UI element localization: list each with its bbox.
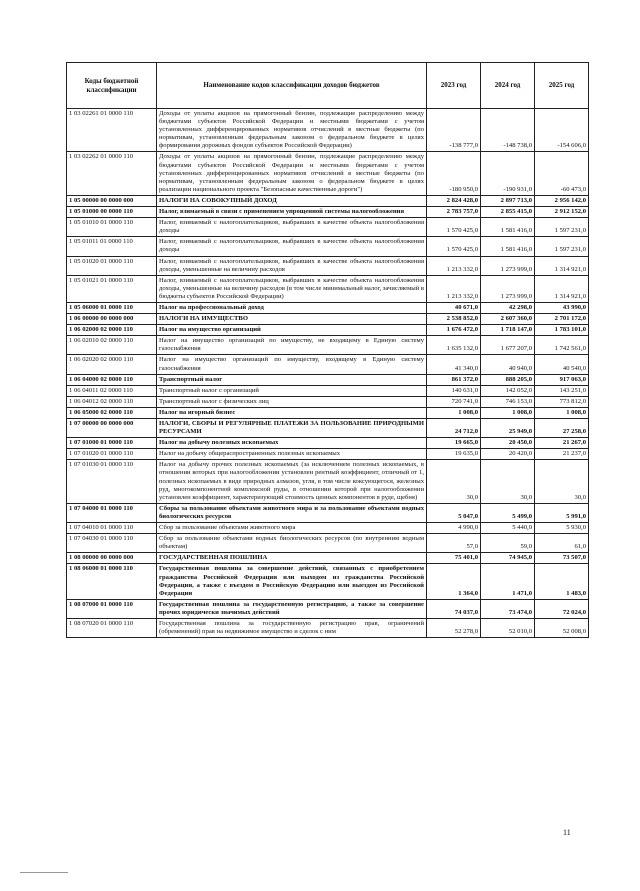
row-value-2023: 19 665,0 [427,438,481,449]
row-code: 1 07 01020 01 0000 110 [67,449,157,460]
row-value-2025: 1 742 561,0 [535,336,589,355]
row-value-2023: 4 990,0 [427,523,481,534]
row-value-2024: 1 273 999,0 [481,275,535,302]
budget-table-sheet [66,62,588,638]
row-value-2023: 1 635 132,0 [427,336,481,355]
table-row [67,449,589,460]
row-code: 1 05 01021 01 0000 110 [67,275,157,302]
row-value-2025: 27 258,0 [535,419,589,438]
row-value-2025: 2 956 142,0 [535,195,589,206]
row-code: 1 08 06000 01 0000 110 [67,564,157,599]
row-value-2025: 5 991,0 [535,503,589,522]
row-name: Налог, взимаемый с налогоплательщиков, выбравших в качестве объекта налогообложения доходы [157,218,427,237]
row-value-2025: 773 812,0 [535,396,589,407]
table-row [67,618,589,637]
table-row [67,460,589,503]
table-row [67,407,589,418]
row-value-2023: 57,0 [427,534,481,553]
header-year-2023: 2023 год [427,63,481,109]
table-row [67,336,589,355]
row-name: Транспортный налог с организаций [157,385,427,396]
row-value-2025: 1 314 921,0 [535,256,589,275]
table-row [67,195,589,206]
row-value-2024: 1 581 416,0 [481,218,535,237]
row-value-2025: 5 930,0 [535,523,589,534]
row-value-2024: 5 499,0 [481,503,535,522]
row-code: 1 06 00000 00 0000 000 [67,314,157,325]
table-row [67,564,589,599]
table-row [67,218,589,237]
table-row [67,152,589,195]
row-code: 1 08 07000 01 0000 110 [67,599,157,618]
row-name: Налог на игорный бизнес [157,407,427,418]
row-value-2024: 1 718 147,0 [481,325,535,336]
header-year-2024: 2024 год [481,63,535,109]
table-row [67,385,589,396]
row-value-2023: 52 278,0 [427,618,481,637]
row-name: Налог на добычу полезных ископаемых [157,438,427,449]
row-value-2025: 1 597 231,0 [535,237,589,256]
row-code: 1 07 00000 00 0000 000 [67,419,157,438]
row-code: 1 05 01011 01 0000 110 [67,237,157,256]
row-code: 1 08 00000 00 0000 000 [67,553,157,564]
row-value-2023: 74 037,0 [427,599,481,618]
row-code: 1 06 05000 02 0000 110 [67,407,157,418]
row-value-2024: 20 420,0 [481,449,535,460]
row-name: Государственная пошлина за государственную регистрацию, а также за совершение прочих юридически значимых действий [157,599,427,618]
row-value-2024: 59,0 [481,534,535,553]
row-value-2025: 917 063,0 [535,374,589,385]
row-value-2023: 1 570 425,0 [427,218,481,237]
row-name: НАЛОГИ НА ИМУЩЕСТВО [157,314,427,325]
row-name: Налог на профессиональный доход [157,302,427,313]
row-name: Транспортный налог с физических лиц [157,396,427,407]
row-value-2023: 140 631,0 [427,385,481,396]
footer-rule [20,872,68,873]
row-value-2024: 73 474,0 [481,599,535,618]
row-value-2023: 5 047,0 [427,503,481,522]
row-value-2024: 2 897 713,0 [481,195,535,206]
row-value-2023: 75 401,0 [427,553,481,564]
table-row [67,396,589,407]
row-name: Транспортный налог [157,374,427,385]
row-name: Сбор за пользование объектами водных биологических ресурсов (по внутренним водным объектам) [157,534,427,553]
row-value-2024: 142 052,0 [481,385,535,396]
row-value-2024: 1 471,0 [481,564,535,599]
row-value-2025: 61,0 [535,534,589,553]
table-row [67,553,589,564]
row-value-2024: 20 450,0 [481,438,535,449]
row-value-2023: -180 950,0 [427,152,481,195]
row-value-2024: 40 940,0 [481,355,535,374]
row-value-2023: 41 340,0 [427,355,481,374]
row-name: Налог на добычу общераспространенных полезных ископаемых [157,449,427,460]
row-value-2023: 1 676 472,0 [427,325,481,336]
row-code: 1 05 01020 01 0000 110 [67,256,157,275]
row-code: 1 03 02262 01 0000 110 [67,152,157,195]
row-code: 1 07 04000 01 0000 110 [67,503,157,522]
row-value-2023: 1 213 332,0 [427,256,481,275]
header-code: Коды бюджетной классификации [67,63,157,109]
row-name: Налог, взимаемый с налогоплательщиков, выбравших в качестве объекта налогообложения доходы, уменьшенные на величину расходов (в том числе минимальный налог, зачисляемый в бюджеты субъектов Российской Федерации) [157,275,427,302]
row-name: НАЛОГИ НА СОВОКУПНЫЙ ДОХОД [157,195,427,206]
row-value-2025: 2 701 172,0 [535,314,589,325]
row-name: ГОСУДАРСТВЕННАЯ ПОШЛИНА [157,553,427,564]
row-value-2023: 19 635,0 [427,449,481,460]
row-code: 1 06 02010 02 0000 110 [67,336,157,355]
row-code: 1 07 04030 01 0000 110 [67,534,157,553]
row-value-2025: 1 597 231,0 [535,218,589,237]
table-body [67,109,589,638]
row-name: Налог на добычу прочих полезных ископаемых (за исключением полезных ископаемых, в отношении которых при налогообложении установлен рентный коэффициент, отличный от 1, полезных ископаемых в виде природных алмазов, угля, в том числе коксующегося, железных руд, многокомпонентной комплексной руды, в отношении которой при налогообложении установлен коэффициент, характеризующий стоимость ценных компонентов в руде, щебня) [157,460,427,503]
row-value-2024: 30,0 [481,460,535,503]
row-code: 1 05 01010 01 0000 110 [67,218,157,237]
row-code: 1 05 01000 00 0000 110 [67,207,157,218]
row-value-2023: 2 824 428,0 [427,195,481,206]
row-name: НАЛОГИ, СБОРЫ И РЕГУЛЯРНЫЕ ПЛАТЕЖИ ЗА ПОЛЬЗОВАНИЕ ПРИРОДНЫМИ РЕСУРСАМИ [157,419,427,438]
table-row [67,599,589,618]
row-value-2024: 888 205,0 [481,374,535,385]
row-name: Сборы за пользование объектами животного мира и за пользование объектами водных биологических ресурсов [157,503,427,522]
page-number: 11 [563,828,571,837]
table-row [67,302,589,313]
row-value-2024: 1 677 207,0 [481,336,535,355]
row-value-2023: 1 364,0 [427,564,481,599]
table-row [67,374,589,385]
table-row [67,503,589,522]
row-name: Доходы от уплаты акцизов на прямогонный бензин, подлежащие распределению между бюджетами субъектов Российской Федерации и местными бюджетами с учетом установленных дифференцированных нормативов отчислений в местные бюджеты (по нормативам, установленным федеральным законом о федеральном бюджете в целях формирования дорожных фондов субъектов Российской Федерации) [157,109,427,152]
table-row [67,275,589,302]
row-value-2025: 73 507,0 [535,553,589,564]
row-value-2025: -154 606,0 [535,109,589,152]
row-value-2023: 861 372,0 [427,374,481,385]
row-value-2023: 30,0 [427,460,481,503]
row-name: Налог, взимаемый в связи с применением упрощенной системы налогообложения [157,207,427,218]
row-value-2023: 40 671,0 [427,302,481,313]
row-value-2025: 72 024,0 [535,599,589,618]
row-code: 1 06 02020 02 0000 110 [67,355,157,374]
table-row [67,438,589,449]
row-value-2025: 1 483,0 [535,564,589,599]
row-value-2023: 2 538 852,0 [427,314,481,325]
header-name: Наименование кодов классификации доходов бюджетов [157,63,427,109]
table-row [67,109,589,152]
table-row [67,314,589,325]
row-name: Государственная пошлина за государственную регистрацию прав, ограничений (обременений) прав на недвижимое имущество и сделок с ним [157,618,427,637]
table-header-row [67,63,589,109]
table-row [67,523,589,534]
row-value-2024: 1 581 416,0 [481,237,535,256]
row-value-2025: 1 314 921,0 [535,275,589,302]
row-value-2024: 42 298,0 [481,302,535,313]
row-value-2023: -138 777,0 [427,109,481,152]
row-value-2025: 40 540,0 [535,355,589,374]
row-value-2025: 21 237,0 [535,449,589,460]
row-value-2025: 52 008,0 [535,618,589,637]
row-code: 1 07 04010 01 0000 110 [67,523,157,534]
table-row [67,207,589,218]
row-value-2023: 1 008,0 [427,407,481,418]
row-name: Государственная пошлина за совершение действий, связанных с приобретением гражданства Российской Федерации или выходом из гражданства Российской Федерации, а также с въездом в Российскую Федерацию или выездом из Российской Федерации [157,564,427,599]
row-name: Сбор за пользование объектами животного мира [157,523,427,534]
row-value-2024: 74 945,0 [481,553,535,564]
row-name: Налог на имущество организаций по имуществу, не входящему в Единую систему газоснабжения [157,336,427,355]
row-code: 1 03 02261 01 0000 110 [67,109,157,152]
table-row [67,256,589,275]
row-code: 1 06 02000 02 0000 110 [67,325,157,336]
row-value-2024: 52 010,0 [481,618,535,637]
row-value-2024: 1 273 999,0 [481,256,535,275]
row-value-2025: 1 783 101,0 [535,325,589,336]
table-row [67,355,589,374]
row-code: 1 06 04012 02 0000 110 [67,396,157,407]
row-value-2023: 1 570 425,0 [427,237,481,256]
row-code: 1 07 01000 01 0000 110 [67,438,157,449]
row-name: Налог, взимаемый с налогоплательщиков, выбравших в качестве объекта налогообложения доходы, уменьшенные на величину расходов [157,256,427,275]
table-row [67,325,589,336]
row-code: 1 08 07020 01 0000 110 [67,618,157,637]
row-code: 1 06 04011 02 0000 110 [67,385,157,396]
row-code: 1 07 01030 01 0000 110 [67,460,157,503]
row-value-2024: 2 855 415,0 [481,207,535,218]
row-code: 1 05 06000 01 0000 110 [67,302,157,313]
row-name: Налог на имущество организаций [157,325,427,336]
table-row [67,237,589,256]
row-value-2025: 1 008,0 [535,407,589,418]
row-code: 1 05 00000 00 0000 000 [67,195,157,206]
row-value-2024: 1 008,0 [481,407,535,418]
row-value-2024: 746 153,0 [481,396,535,407]
row-value-2025: 30,0 [535,460,589,503]
row-value-2024: 25 949,0 [481,419,535,438]
row-name: Налог на имущество организаций по имуществу, входящему в Единую систему газоснабжения [157,355,427,374]
row-value-2025: 21 267,0 [535,438,589,449]
table-row [67,419,589,438]
row-value-2025: 2 912 152,0 [535,207,589,218]
row-value-2023: 24 712,0 [427,419,481,438]
row-value-2023: 2 783 757,0 [427,207,481,218]
row-value-2024: 5 440,0 [481,523,535,534]
table-row [67,534,589,553]
row-name: Доходы от уплаты акцизов на прямогонный бензин, подлежащие распределению между бюджетами субъектов Российской Федерации и местными бюджетами с учетом установленных дифференцированных нормативов отчислений в местные бюджеты (по нормативам, установленным федеральным законом о федеральном бюджете в целях реализации национального проекта "Безопасные качественные дороги") [157,152,427,195]
revenue-classification-table [66,62,589,638]
header-year-2025: 2025 год [535,63,589,109]
row-value-2023: 720 741,0 [427,396,481,407]
row-value-2023: 1 213 332,0 [427,275,481,302]
row-value-2024: 2 607 360,0 [481,314,535,325]
row-name: Налог, взимаемый с налогоплательщиков, выбравших в качестве объекта налогообложения доходы [157,237,427,256]
row-value-2024: -190 931,0 [481,152,535,195]
row-value-2025: 143 251,0 [535,385,589,396]
row-value-2025: -60 473,0 [535,152,589,195]
row-code: 1 06 04000 02 0000 110 [67,374,157,385]
row-value-2025: 43 990,0 [535,302,589,313]
row-value-2024: -148 738,0 [481,109,535,152]
